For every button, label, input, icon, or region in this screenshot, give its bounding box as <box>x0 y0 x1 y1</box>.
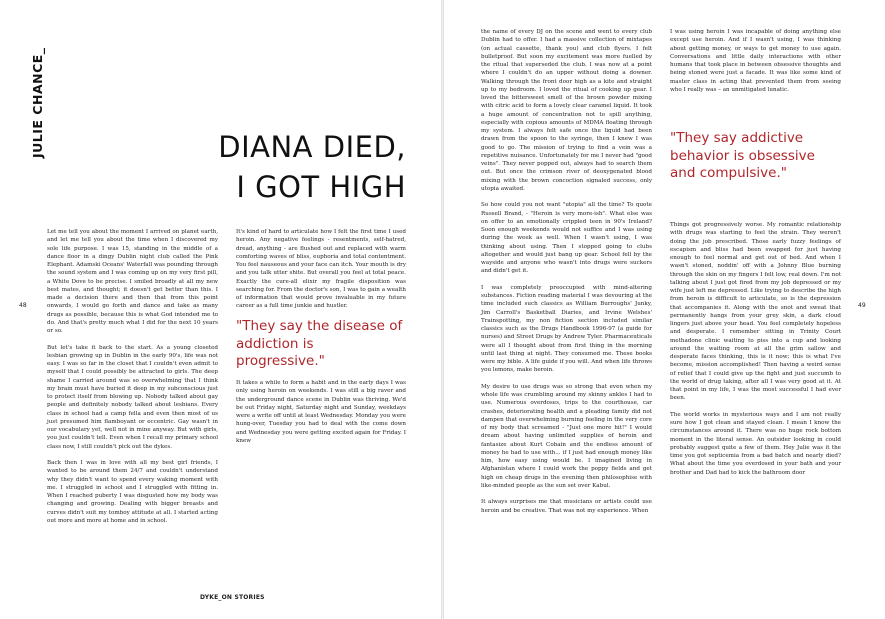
paragraph: My desire to use drugs was so strong that even when my whole life was crumbling around my skinny ankles I had to use. Numerous overdoses, trips to the courthouse, car crashes, deteriorating health and a pleading family did not dampen that overwhelming burning feeling in the very core of my body that screamed - "Just one more hit!" I would dream about having unlimited supplies of heroin and fantasize about Kurt Cobain and the endless amount of money he had to use with... if I just had enough money like him, how easy using would be. I imagined living in Afghanistan where I could work the poppy fields and get high on cheap drugs in the evening then philosophise with like-minded people as the sun set over Kabul. <box>481 383 652 489</box>
paragraph: Things got progressively worse. My romantic relationship with drugs was starting to feel the strain. They weren't doing the job prescribed. Those early fuzzy feelings of escapism and bliss had been swapped for just having enough to feel normal and get out of bed. And when I wasn't stoned, noddin' off with a Johnny Blue burning through the skin on my fingers I felt low, real down. I'm not talking about I just got fired from my job depressed or my wife just left me depressed. Like trying to describe the high from heroin is difficult to articulate, so is the depression that accompanies it. Along with the snot and sweat that permanently hangs from your grey skin, a dark cloud lingers just above your head. You feel completely hopeless and desperate. I remember sitting in Trinity Court methadone clinic waiting to piss into a cup and looking around the waiting room at all the grim sallow and desperate faces thinking, this is it now; this is what I've become, mission accomplished! Then having a weird sense of relief that I could give up the fight and just succumb to the world of drug taking, after all I was very good at it. At that point in my life, I was the most successful I had ever been. <box>670 222 841 402</box>
paragraph: So how could you not want "utopia" all the time? To quote Russell Brand, - "Heroin is very more-ish". What else was on offer to an emotionally crippled teen in 90's Ireland? Soon enough weekends would not suffice and I was using during the week as well. When I wasn't using, I was thinking about using. Then I stopped going to clubs altogether and would just bang up gear. School fell by the wayside and anyone who wasn't into drugs were suckers and didn't get it. <box>481 202 652 275</box>
article-title <box>170 127 406 207</box>
text-column-2-bottom <box>236 379 406 453</box>
paragraph: It always surprises me that musicians or artists could use heroin and be creative. That was not my experience. When <box>481 499 652 514</box>
paragraph: I was using heroin I was incapable of doing anything else except use heroin. And if I wasn't using, I was thinking about getting money, or ways to get money to use again. Conversations and little daily interactions with other humans that took place in between obsessive thoughts and being stoned were just a facade. It was like some kind of master class in acting that prevented them from seeing who I really was – an unmitigated lunatic. <box>670 29 841 93</box>
author-name: JULIE CHANCE_ <box>30 47 45 158</box>
text-column-4-bottom <box>670 221 841 485</box>
page-gutter <box>441 0 444 619</box>
paragraph: I was completely preoccupied with mind-altering substances. Fiction reading material I was devouring at the time included such classics as William Burroughs' Junky, Jim Carroll's Basketball Diaries, and Irvine Welshes' Trainspotting, my non fiction section included similar classics such as the Drugs Handbook 1996-97 (a guide for nurses) and Street Drugs by Andrew Tyler. Pharmaceuticals were all I thought about from first thing in the morning until last thing at night. They consumed me. These books were my bible. A life guide if you will. And when life throws you lemons, make heroin. <box>481 284 652 374</box>
paragraph: the name of every DJ on the scene and went to every club Dublin had to offer. I had a massive collection of mixtapes (on actual cassette, thank you) and club flyers. I felt bulletproof. But soon my excitement was more fuelled by the ritual that superseded the club. I was now at a point where I couldn't do an upper without doing a downer. Walking through the front door high as a kite and straight up to my bedroom. I loved the ritual of cooking up gear. I loved the bittersweet smell of the brown powder mixing with citric acid to form a lovely clear caramel liquid. It took a huge amount of concentration not to spill anything, especially with copious amounts of MDMA floating through my system. I always felt safe once the liquid had been drawn from the spoon to the syringe, then I knew I was good to go. The mission of trying to find a vein was a repetitive nuisance. Unfortunately for me I never had "good veins". They never popped out, always had to search them out. But once the crimson river of deoxygenated blood mixing with the brown concoction signaled success, only utopia awaited. <box>481 29 652 192</box>
title-line-2: I GOT HIGH <box>236 170 406 204</box>
text-column-1 <box>47 228 218 533</box>
page-number-right: 49 <box>858 302 866 309</box>
paragraph: But let's take it back to the start. As a young closeted lesbian growing up in Dublin in the early 90's, life was not easy. I was so far in the closet that I couldn't even admit to myself that I could possibly be attracted to girls. The deep shame I carried around was so overwhelming that I think my brain must have buried it deep in my subconscious just to protect itself from blowing up. Nobody talked about gay people and definitely nobody talked about lesbians. Every class in school had a camp fella and even then most of us just presumed him flamboyant or eccentric. Gay wasn't in our vocabulary yet, well not in mine anyway. But with girls, you just couldn't tell. Even when I recall my primary school class now, I still couldn't pick out the dykes. <box>47 344 218 450</box>
footer-title: DYKE_ON STORIES <box>200 594 265 601</box>
text-column-2-top <box>236 228 406 319</box>
paragraph: Back then I was in love with all my best girl friends, I wanted to be around them 24/7 and couldn't understand why they didn't want to spend every waking moment with me. I struggled in school and I struggled with fitting in. When I reached puberty I was disgusted how my body was changing and growing. Dealing with bigger breasts and curves didn't suit my tomboy attitude at all. I started acting out more and more at home and in school. <box>47 460 218 524</box>
paragraph: The world works in mysterious ways and I am not really sure how I got clean and stayed clean. I mean I know the circumstances around it. There was no huge rock bottom moment in the literal sense. An outsider looking in could probably suggest quite a few of them. Hey Julie was it the time you got septicemia from a bad batch and nearly died? What about the time you overdosed in your bath and your brother and Dad had to kick the bathroom door <box>670 411 841 476</box>
paragraph: Let me tell you about the moment I arrived on planet earth, and let me tell you about the time when I discovered my sole life purpose. I was 15, standing in the middle of a dance floor in a dingy Dublin night club called the Pink Elephant. Adamski Oceans' Waterfall was pounding through the sound system and I was coming up on my very first pill, a White Dove to be precise. I smiled broadly at all my new best mates, and thought; it doesn't get better than this. I made a decision there and then that from this point onwards, I would go forth and dance and take as many drugs as possible, because this is what God intended me to do. And that's pretty much what I did for the next 10 years or so. <box>47 229 218 334</box>
pull-quote-1: "They say the disease of addiction is progressive." <box>236 318 403 369</box>
page-number-left: 48 <box>19 302 27 309</box>
paragraph: It takes a while to form a habit and in the early days I was only using heroin on weekends. I was still a big raver and the underground dance scene in Dublin was thriving. We'd be out Friday night, Saturday night and Sunday, weekdays were a write off until at least Wednesday. Monday you were hung-over, Tuesday you had to deal with the come down and Wednesday you were getting excited again for Friday. I knew <box>236 380 406 444</box>
paragraph: It's kind of hard to articulate how I felt the first time I used heroin. Any negative feelings - resentments, self-hatred, dread, anything - are flushed out and replaced with warm comforting waves of bliss, euphoria and total contentment. You feel nauseous and your face can itch. Your mouth is dry and you talk utter shite. But overall you feel at total peace. Exactly the cure-all elixir my fragile disposition was searching for. From the doctor's son, I was to gain a wealth of information that would prove invaluable in my future career as a full time junkie and hustler. <box>236 229 406 310</box>
text-column-3 <box>481 28 652 523</box>
title-line-1: DIANA DIED, <box>218 130 406 164</box>
pull-quote-2: "They say addictive behavior is obsessive and compulsive." <box>670 130 815 181</box>
text-column-4-top <box>670 28 841 102</box>
